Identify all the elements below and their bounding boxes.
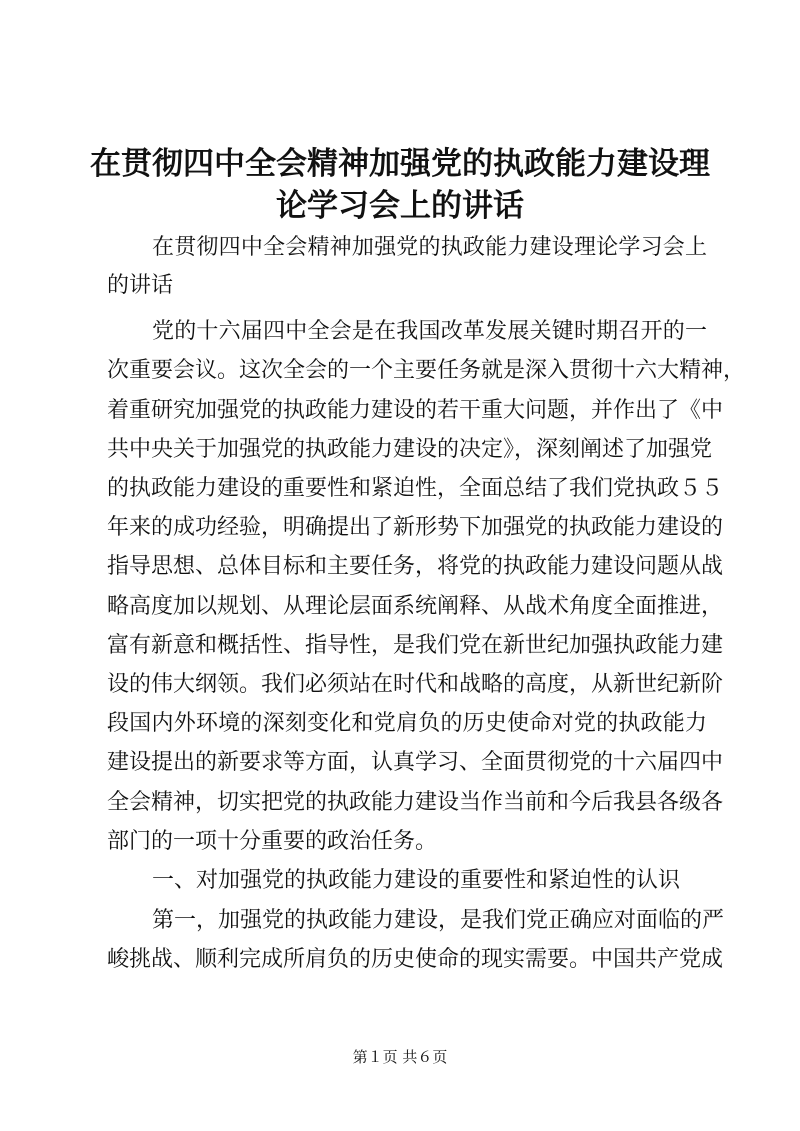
body-line: 部门的一项十分重要的政治任务。: [107, 829, 438, 854]
body-line: 党的十六届四中全会是在我国改革发展关键时期召开的一: [152, 319, 707, 344]
body-line: 全会精神，切实把党的执政能力建设当作当前和今后我县各级各: [107, 790, 724, 815]
body-line: 的讲话: [107, 273, 174, 298]
page-number-footer: 第１页 共６页: [352, 1048, 448, 1066]
document-title-line-1: 在贯彻四中全会精神加强党的执政能力建设理: [90, 146, 710, 182]
document-title-line-2: 论学习会上的讲话: [276, 188, 524, 224]
section-heading: 一、对加强党的执政能力建设的重要性和紧迫性的认识: [152, 868, 681, 893]
body-line: 略高度加以规划、从理论层面系统阐释、从战术角度全面推进，: [107, 594, 724, 619]
body-line: 年来的成功经验，明确提出了新形势下加强党的执政能力建设的: [107, 515, 724, 540]
body-line: 第一，加强党的执政能力建设，是我们党正确应对面临的严: [152, 908, 725, 933]
body-line: 着重研究加强党的执政能力建设的若干重大问题，并作出了《中: [107, 398, 724, 423]
body-line: 建设提出的新要求等方面，认真学习、全面贯彻党的十六届四中: [107, 750, 724, 775]
body-line: 的执政能力建设的重要性和紧迫性，全面总结了我们党执政５５: [107, 476, 724, 501]
body-line: 共中央关于加强党的执政能力建设的决定》，深刻阐述了加强党: [107, 437, 713, 462]
body-line: 在贯彻四中全会精神加强党的执政能力建设理论学习会上: [152, 235, 707, 260]
body-line: 次重要会议。这次全会的一个主要任务就是深入贯彻十六大精神，: [107, 358, 746, 383]
body-line: 设的伟大纲领。我们必须站在时代和战略的高度，从新世纪新阶: [107, 672, 724, 697]
body-line: 段国内外环境的深刻变化和党肩负的历史使命对党的执政能力: [107, 711, 707, 736]
body-line: 富有新意和概括性、指导性，是我们党在新世纪加强执政能力建: [107, 633, 724, 658]
body-line: 峻挑战、顺利完成所肩负的历史使命的现实需要。中国共产党成: [107, 947, 724, 972]
body-line: 指导思想、总体目标和主要任务，将党的执政能力建设问题从战: [107, 554, 724, 579]
